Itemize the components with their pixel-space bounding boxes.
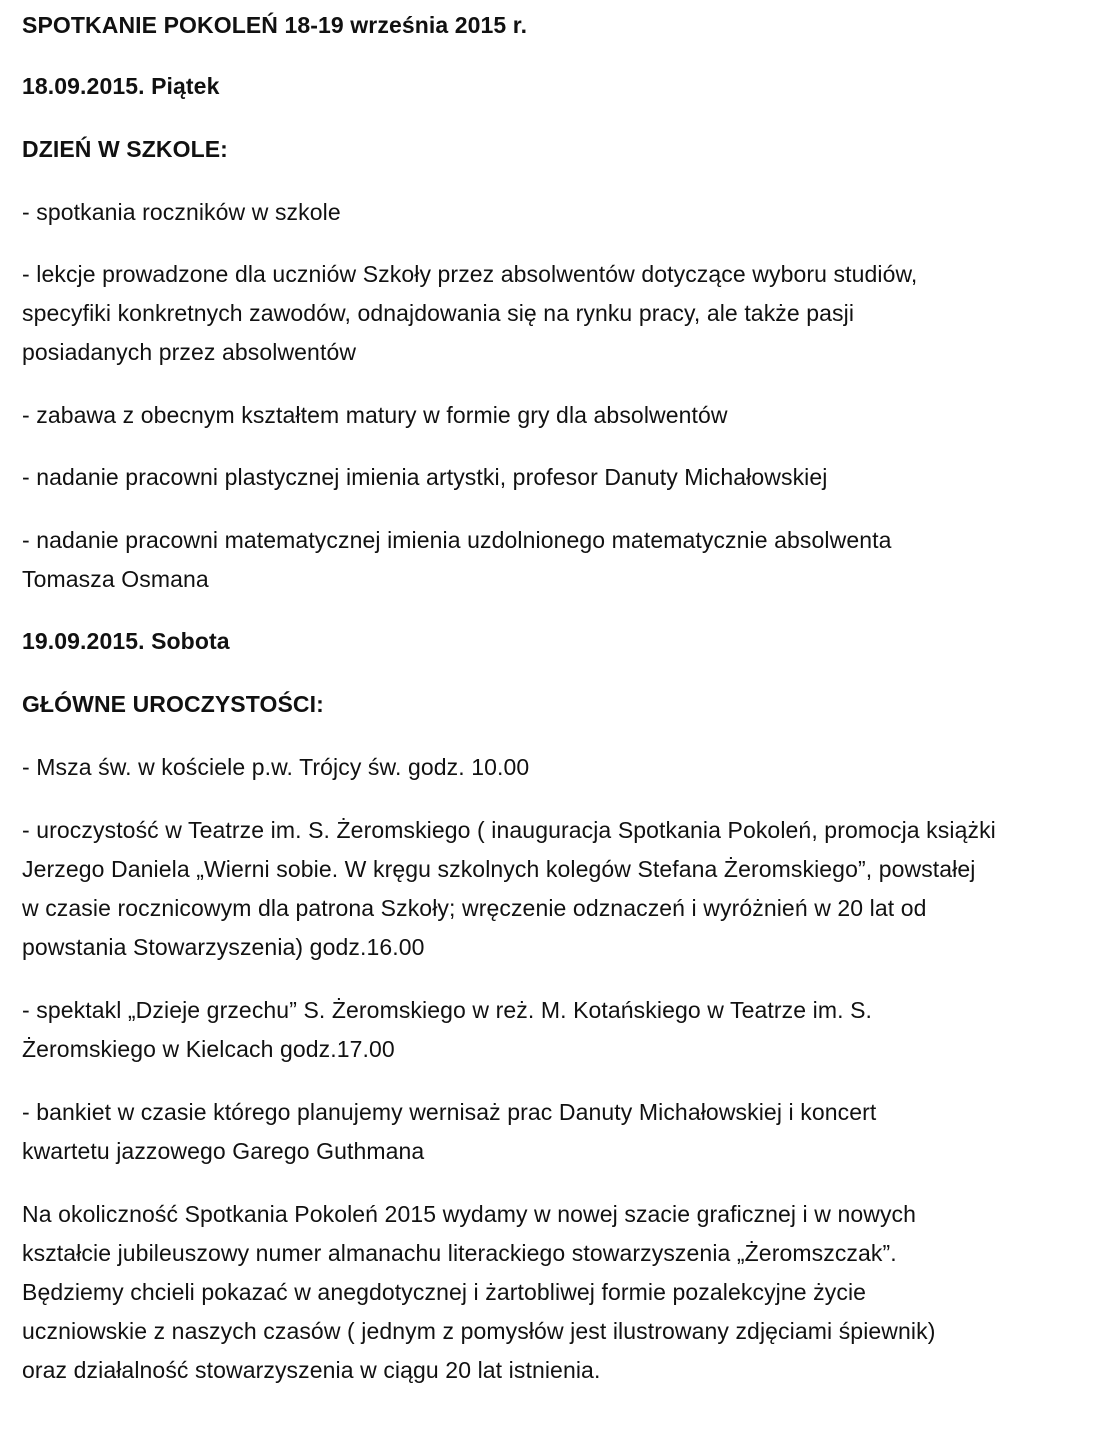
saturday-item-3-line-2: Żeromskiego w Kielcach godz.17.00 [22,1036,395,1062]
closing-line-2: kształcie jubileuszowy numer almanachu literackiego stowarzyszenia „Żeromszczak”. [22,1240,897,1266]
friday-item-2-line-2: specyfiki konkretnych zawodów, odnajdowania się na rynku pracy, ale także pasji [22,300,855,326]
friday-item-2-line-1: - lekcje prowadzone dla uczniów Szkoły przez absolwentów dotyczące wyboru studiów, [22,261,918,287]
saturday-item-4-line-2: kwartetu jazzowego Garego Guthmana [22,1138,425,1164]
friday-heading: DZIEŃ W SZKOLE: [22,136,228,162]
saturday-item-2-line-4: powstania Stowarzyszenia) godz.16.00 [22,934,425,960]
saturday-item-2-line-1: - uroczystość w Teatrze im. S. Żeromskiego ( inauguracja Spotkania Pokoleń, promocja książki [22,817,996,843]
closing-line-4: uczniowskie z naszych czasów ( jednym z pomysłów jest ilustrowany zdjęciami śpiewnik) [22,1318,936,1344]
saturday-item-2-line-3: w czasie rocznicowym dla patrona Szkoły; wręczenie odznaczeń i wyróżnień w 20 lat od [22,895,927,921]
saturday-item-2-line-2: Jerzego Daniela „Wierni sobie. W kręgu szkolnych kolegów Stefana Żeromskiego”, powstałej [22,856,976,882]
saturday-item-3-line-1: - spektakl „Dzieje grzechu” S. Żeromskiego w reż. M. Kotańskiego w Teatrze im. S. [22,997,873,1023]
saturday-item-4-line-1: - bankiet w czasie którego planujemy wernisaż prac Danuty Michałowskiej i koncert [22,1099,877,1125]
saturday-item-1-line-1: - Msza św. w kościele p.w. Trójcy św. godz. 10.00 [22,754,530,780]
friday-item-1-line-1: - spotkania roczników w szkole [22,199,341,225]
closing-line-3: Będziemy chcieli pokazać w anegdotycznej i żartobliwej formie pozalekcyjne życie [22,1279,867,1305]
friday-item-4-line-1: - nadanie pracowni plastycznej imienia artystki, profesor Danuty Michałowskiej [22,464,828,490]
friday-item-2-line-3: posiadanych przez absolwentów [22,339,357,365]
closing-line-5: oraz działalność stowarzyszenia w ciągu 20 lat istnienia. [22,1357,601,1383]
friday-item-5-line-1: - nadanie pracowni matematycznej imienia uzdolnionego matematycznie absolwenta [22,527,892,553]
closing-line-1: Na okoliczność Spotkania Pokoleń 2015 wydamy w nowej szacie graficznej i w nowych [22,1201,917,1227]
friday-date: 18.09.2015. Piątek [22,73,220,99]
saturday-date: 19.09.2015. Sobota [22,628,230,654]
friday-item-3-line-1: - zabawa z obecnym kształtem matury w formie gry dla absolwentów [22,402,728,428]
saturday-heading: GŁÓWNE UROCZYSTOŚCI: [22,691,324,717]
document-title: SPOTKANIE POKOLEŃ 18-19 września 2015 r. [22,12,528,38]
friday-item-5-line-2: Tomasza Osmana [22,566,209,592]
